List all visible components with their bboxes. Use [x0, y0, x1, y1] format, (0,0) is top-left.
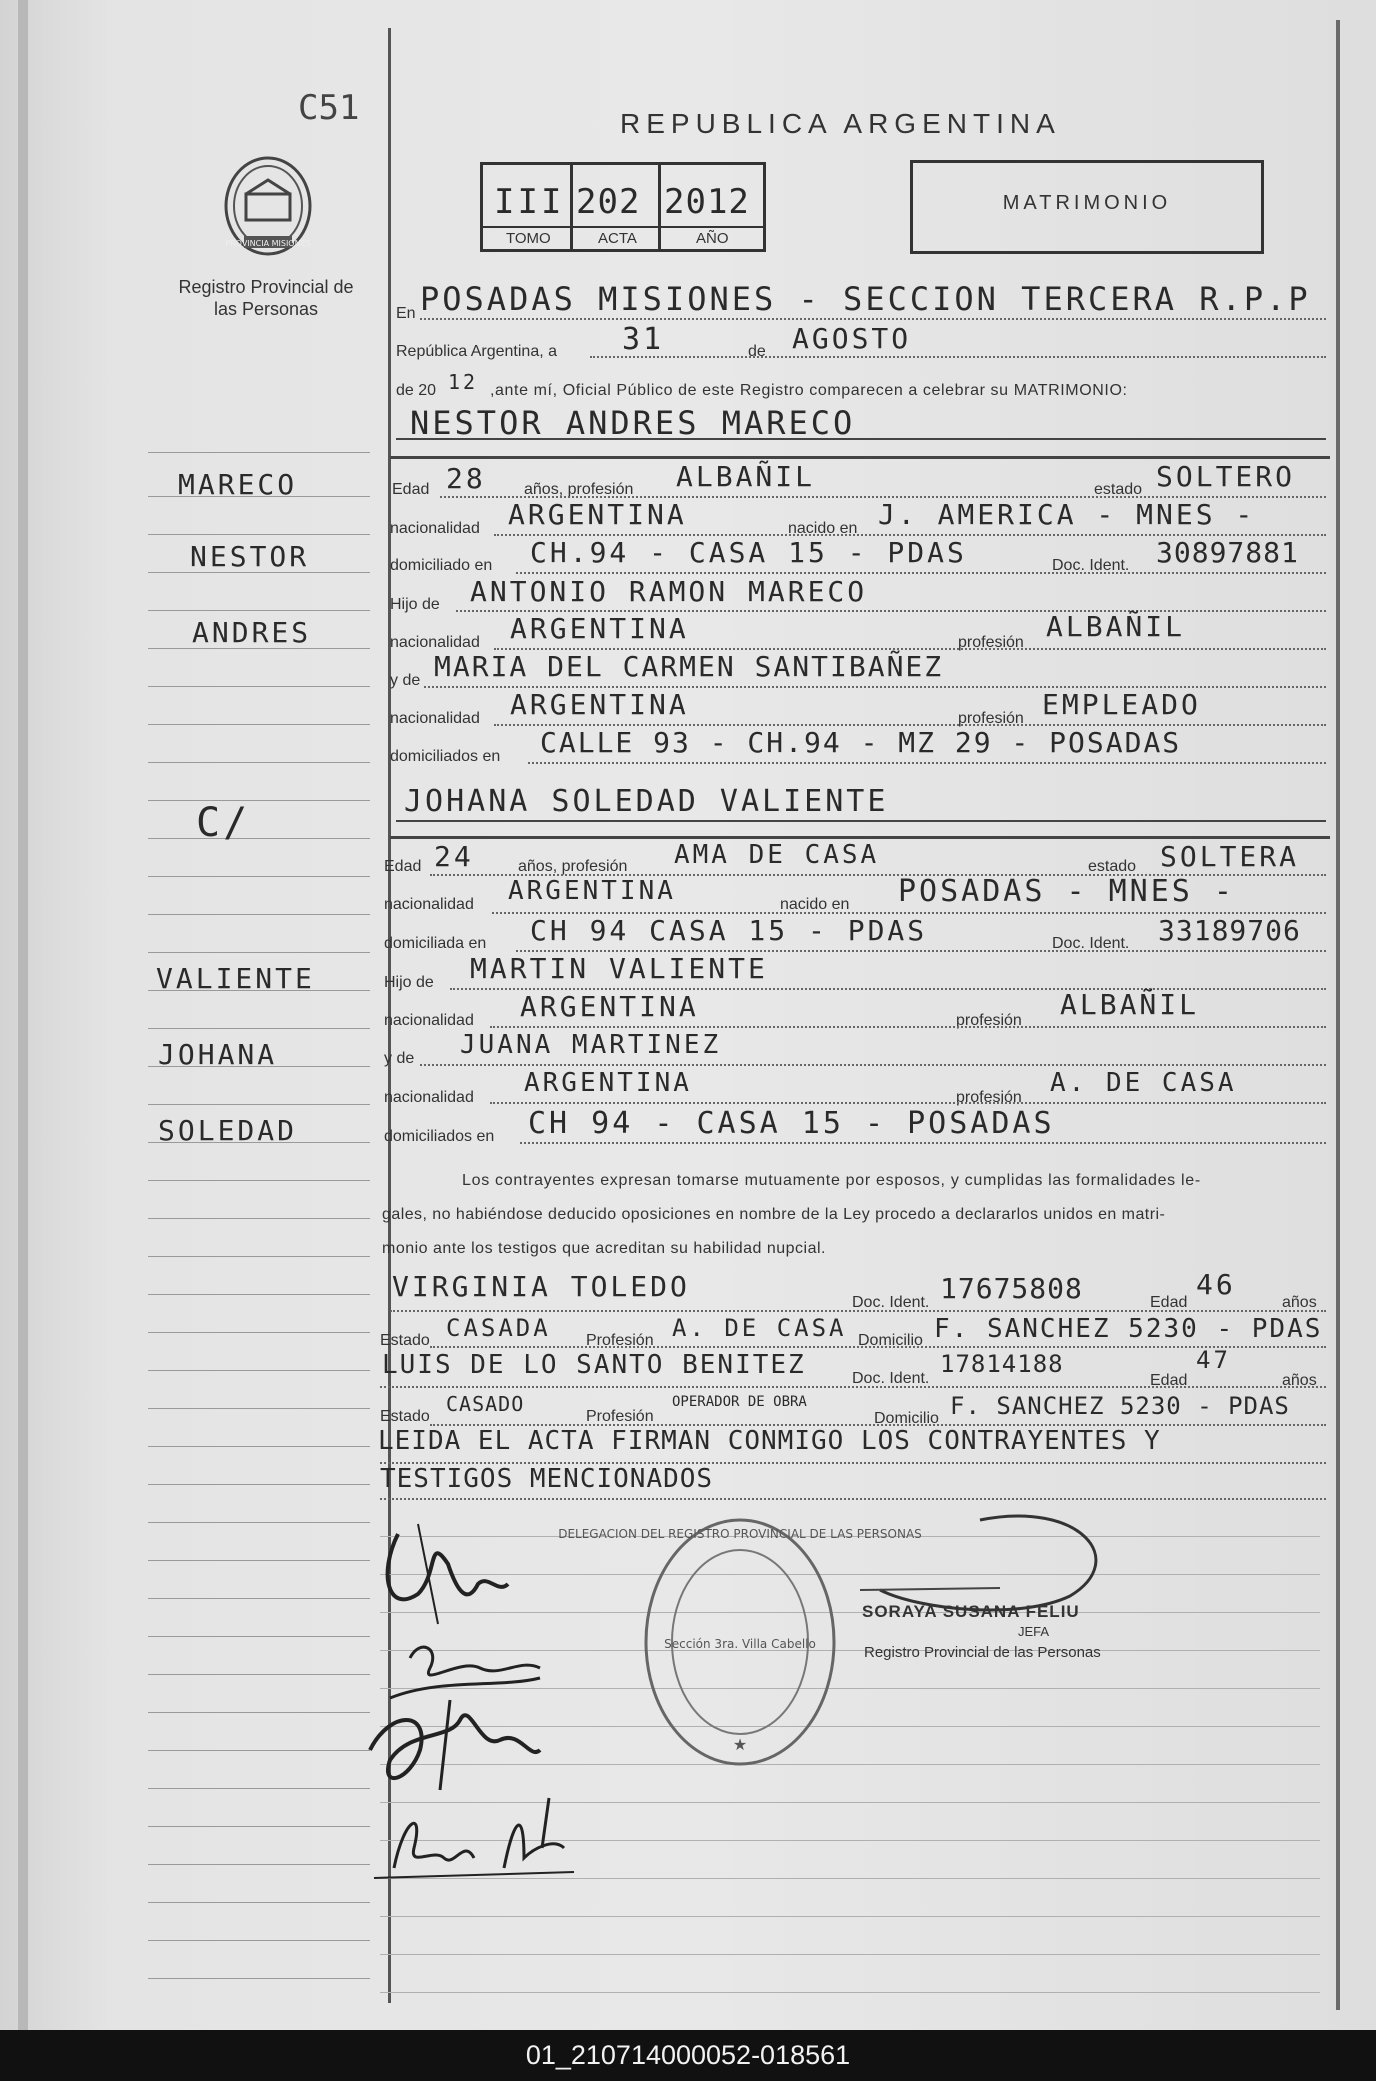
bride-nacido: POSADAS - MNES -: [898, 874, 1235, 909]
margin-rule: [148, 876, 370, 877]
box-divider: [658, 165, 661, 249]
bride-nacido-label: nacido en: [780, 896, 850, 913]
margin-rule: [148, 1180, 370, 1181]
witness2-dom-label: Domicilio: [874, 1410, 939, 1427]
margin-rule: [148, 534, 370, 535]
declaration-line2: gales, no habiéndose deducido oposiciones en nombre de la Ley procedo a declararlos unidos en matri-: [382, 1206, 1166, 1223]
section-rule: [390, 836, 1330, 839]
fill-line: [380, 1498, 1326, 1500]
fill-line: [520, 1142, 1326, 1144]
fill-line: [590, 356, 1326, 358]
bride-estado-label: estado: [1088, 858, 1137, 875]
fill-line: [420, 318, 1326, 320]
fill-line: [430, 1346, 1326, 1348]
groom-nacionalidad: ARGENTINA: [508, 498, 687, 531]
witness1-prof: A. DE CASA: [672, 1314, 847, 1342]
declaration-line1: Los contrayentes expresan tomarse mutuamente por esposos, y cumplidas las formalidades le-: [462, 1172, 1201, 1189]
republica-label: República Argentina, a: [396, 343, 557, 360]
margin-rule: [148, 1522, 370, 1523]
groom-estado: SOLTERO: [1156, 460, 1296, 493]
acta-label: ACTA: [598, 230, 637, 247]
record-type: MATRIMONIO: [1002, 192, 1172, 214]
bride-padre-nac-label: nacionalidad: [384, 1012, 474, 1029]
fill-line: [396, 820, 1326, 822]
witness2-prof-label: Profesión: [586, 1408, 654, 1425]
fill-line: [528, 762, 1326, 764]
stamp-outer-text: DELEGACION DEL REGISTRO PROVINCIAL DE LAS PERSONAS: [558, 1527, 922, 1541]
margin-rule: [148, 914, 370, 915]
margin-bride-name1: JOHANA: [158, 1038, 278, 1071]
fill-line: [390, 1310, 1326, 1312]
groom-padre-nac-label: nacionalidad: [390, 634, 480, 651]
anio-label: AÑO: [696, 230, 729, 247]
groom-dom-label: domiciliado en: [390, 557, 493, 574]
bride-padres-dom-label: domiciliados en: [384, 1128, 495, 1145]
ruled-line: [380, 1612, 1320, 1613]
witness1-prof-label: Profesión: [586, 1332, 654, 1349]
witness1-anos-label: años: [1282, 1294, 1317, 1311]
page-right-edge: [1336, 20, 1340, 2010]
witness1-signature: [350, 1690, 550, 1800]
margin-rule: [148, 724, 370, 725]
witness1-edad-label: Edad: [1150, 1294, 1188, 1311]
registry-name: Registro Provincial de las Personas: [178, 277, 354, 319]
year-prefix: de 20: [396, 382, 437, 399]
witness1-dom-label: Domicilio: [858, 1332, 923, 1349]
day-value: 31: [622, 322, 665, 357]
groom-doc-label: Doc. Ident.: [1052, 557, 1130, 574]
ruled-line: [380, 1916, 1320, 1917]
groom-yde-label: y de: [390, 672, 421, 689]
en-label: En: [396, 305, 416, 322]
officer-name: SORAYA SUSANA FELIU: [862, 1602, 1080, 1621]
place-value: POSADAS MISIONES - SECCION TERCERA R.P.P: [420, 280, 1311, 318]
groom-signature: [378, 1514, 518, 1634]
witness2-dom: F. SANCHEZ 5230 - PDAS: [950, 1392, 1290, 1420]
groom-doc: 30897881: [1156, 536, 1299, 569]
margin-rule: [148, 1750, 370, 1751]
bride-hijo-label: Hijo de: [384, 974, 434, 991]
witness2-name: LUIS DE LO SANTO BENITEZ: [382, 1350, 806, 1380]
bride-full-name: JOHANA SOLEDAD VALIENTE: [404, 784, 889, 819]
fill-line: [490, 1026, 1326, 1028]
groom-madre-nac: ARGENTINA: [510, 688, 689, 721]
groom-profesion: ALBAÑIL: [676, 460, 816, 493]
bride-madre-prof-label: profesión: [956, 1089, 1022, 1106]
bride-doc: 33189706: [1158, 914, 1301, 947]
margin-rule: [148, 1256, 370, 1257]
seal-banner-text: PROVINCIA MISIONES: [225, 239, 311, 248]
margin-rule: [148, 1446, 370, 1447]
margin-rule: [148, 1598, 370, 1599]
fill-line: [516, 572, 1326, 574]
witness1-estado: CASADA: [446, 1314, 551, 1342]
fill-line: [380, 1386, 1326, 1388]
witness2-doc-label: Doc. Ident.: [852, 1370, 930, 1387]
groom-hijo-label: Hijo de: [390, 596, 440, 613]
margin-rule: [148, 1826, 370, 1827]
bride-padre-nac: ARGENTINA: [520, 990, 699, 1023]
margin-rule: [148, 1332, 370, 1333]
bride-nacionalidad: ARGENTINA: [508, 876, 676, 906]
officer-title: JEFA: [1018, 1624, 1050, 1639]
ruled-line: [380, 1992, 1320, 1993]
margin-rule: [148, 452, 370, 453]
bride-domicilio: CH 94 CASA 15 - PDAS: [530, 914, 928, 947]
anio-value: 2012: [664, 182, 750, 222]
bride-edad: 24: [434, 840, 474, 873]
witness2-estado: CASADO: [446, 1392, 525, 1416]
witness1-doc-label: Doc. Ident.: [852, 1294, 930, 1311]
binding-edge: [18, 0, 28, 2030]
registry-round-stamp: [558, 1512, 922, 1772]
margin-rule: [148, 1674, 370, 1675]
tomo-value: III: [494, 182, 565, 222]
groom-madre-prof-label: profesión: [958, 710, 1024, 727]
margin-rule: [148, 1370, 370, 1371]
officer-org: Registro Provincial de las Personas: [864, 1644, 1101, 1661]
country-title: REPUBLICA ARGENTINA: [620, 108, 1061, 139]
year-suffix: 12: [448, 370, 479, 394]
closing-line2: TESTIGOS MENCIONADOS: [380, 1464, 714, 1494]
groom-nac-label: nacionalidad: [390, 520, 480, 537]
margin-groom-name2: ANDRES: [192, 616, 312, 649]
margin-rule: [148, 1940, 370, 1941]
closing-line1: LEIDA EL ACTA FIRMAN CONMIGO LOS CONTRAYENTES Y: [378, 1426, 1161, 1456]
tomo-label: TOMO: [506, 230, 551, 247]
month-value: AGOSTO: [792, 322, 912, 355]
fill-line: [396, 438, 1326, 440]
margin-rule: [148, 686, 370, 687]
margin-rule: [148, 1484, 370, 1485]
witness1-estado-label: Estado: [380, 1332, 430, 1349]
witness2-estado-label: Estado: [380, 1408, 430, 1425]
bride-padre-prof-label: profesión: [956, 1012, 1022, 1029]
witness2-edad-label: Edad: [1150, 1372, 1188, 1389]
bride-madre-nac-label: nacionalidad: [384, 1089, 474, 1106]
groom-edad-label: Edad: [392, 481, 430, 498]
bride-dom-label: domiciliada en: [384, 935, 487, 952]
fill-line: [490, 1102, 1326, 1104]
witness2-signature: [374, 1788, 594, 1888]
declaration-line3: monio ante los testigos que acreditan su habilidad nupcial.: [382, 1240, 826, 1257]
witness1-doc: 17675808: [940, 1272, 1083, 1305]
margin-groom-surname: MARECO: [178, 468, 298, 501]
witness1-dom: F. SANCHEZ 5230 - PDAS: [934, 1314, 1323, 1344]
margin-rule: [148, 1104, 370, 1105]
margin-rule: [148, 1028, 370, 1029]
groom-nacido: J. AMERICA - MNES -: [878, 498, 1256, 531]
margin-rule: [148, 1294, 370, 1295]
witness2-prof: OPERADOR DE OBRA: [672, 1394, 807, 1410]
province-seal-icon: [218, 154, 318, 264]
bride-madre-nac: ARGENTINA: [524, 1068, 692, 1098]
bride-padres-dom: CH 94 - CASA 15 - POSADAS: [528, 1106, 1055, 1141]
margin-rule: [148, 1560, 370, 1561]
groom-nacido-label: nacido en: [788, 520, 858, 537]
groom-padre-prof: ALBAÑIL: [1046, 610, 1186, 643]
groom-estado-label: estado: [1094, 481, 1143, 498]
bride-madre-prof: A. DE CASA: [1050, 1068, 1237, 1098]
margin-rule: [148, 800, 370, 801]
box-divider: [570, 165, 573, 249]
groom-madre-prof: EMPLEADO: [1042, 688, 1201, 721]
groom-edad: 28: [446, 462, 486, 495]
margin-rule: [148, 762, 370, 763]
groom-padre-nac: ARGENTINA: [510, 612, 689, 645]
bride-padre-prof: ALBAÑIL: [1060, 988, 1200, 1021]
groom-anos-label: años, profesión: [524, 481, 634, 498]
margin-rule: [148, 1978, 370, 1979]
margin-rule: [148, 1788, 370, 1789]
groom-domicilio: CH.94 - CASA 15 - PDAS: [530, 536, 967, 569]
margin-rule: [148, 610, 370, 611]
appear-text: ,ante mí, Oficial Público de este Registro comparecen a celebrar su MATRIMONIO:: [490, 382, 1128, 399]
margin-rule: [148, 1408, 370, 1409]
witness2-doc: 17814188: [940, 1350, 1064, 1378]
section-rule: [390, 456, 1330, 459]
bride-padre: MARTIN VALIENTE: [470, 952, 768, 985]
bride-nac-label: nacionalidad: [384, 896, 474, 913]
margin-rule: [148, 1218, 370, 1219]
bride-estado: SOLTERA: [1160, 840, 1300, 873]
witness2-anos-label: años: [1282, 1372, 1317, 1389]
margin-bride-surname: VALIENTE: [156, 962, 315, 995]
bride-profesion: AMA DE CASA: [674, 840, 880, 870]
groom-padre-prof-label: profesión: [958, 634, 1024, 651]
stamp-inner-text: Sección 3ra. Villa Cabello: [664, 1637, 816, 1651]
groom-madre: MARIA DEL CARMEN SANTIBAÑEZ: [434, 650, 944, 683]
margin-rule: [148, 1902, 370, 1903]
witness2-edad: 47: [1196, 1346, 1231, 1374]
groom-full-name: NESTOR ANDRES MARECO: [410, 404, 856, 442]
witness1-edad: 46: [1196, 1268, 1236, 1301]
witness1-name: VIRGINIA TOLEDO: [392, 1270, 690, 1303]
bride-anos-label: años, profesión: [518, 858, 628, 875]
groom-padres-dom-label: domiciliados en: [390, 748, 501, 765]
margin-rule: [148, 1864, 370, 1865]
groom-padre: ANTONIO RAMON MARECO: [470, 575, 868, 608]
svg-text:★: ★: [732, 1735, 748, 1754]
box-divider: [483, 226, 763, 228]
margin-rule: [148, 952, 370, 953]
margin-groom-name1: NESTOR: [190, 540, 310, 573]
groom-madre-nac-label: nacionalidad: [390, 710, 480, 727]
margin-rule: [148, 838, 370, 839]
groom-padres-dom: CALLE 93 - CH.94 - MZ 29 - POSADAS: [540, 726, 1182, 759]
bride-madre: JUANA MARTINEZ: [460, 1030, 722, 1060]
image-id-footer: 01_210714000052-018561: [0, 2030, 1376, 2081]
fill-line: [420, 1064, 1326, 1066]
ruled-line: [380, 1954, 1320, 1955]
margin-rule: [148, 1636, 370, 1637]
margin-bride-name2: SOLEDAD: [158, 1114, 298, 1147]
bride-yde-label: y de: [384, 1050, 415, 1067]
margin-rule: [148, 1712, 370, 1713]
de-label: de: [748, 343, 766, 360]
bride-doc-label: Doc. Ident.: [1052, 935, 1130, 952]
acta-value: 202: [576, 182, 641, 222]
folio-number: C51: [298, 88, 360, 128]
margin-connector: C/: [196, 800, 251, 846]
bride-edad-label: Edad: [384, 858, 422, 875]
ruled-line: [380, 1574, 1320, 1575]
